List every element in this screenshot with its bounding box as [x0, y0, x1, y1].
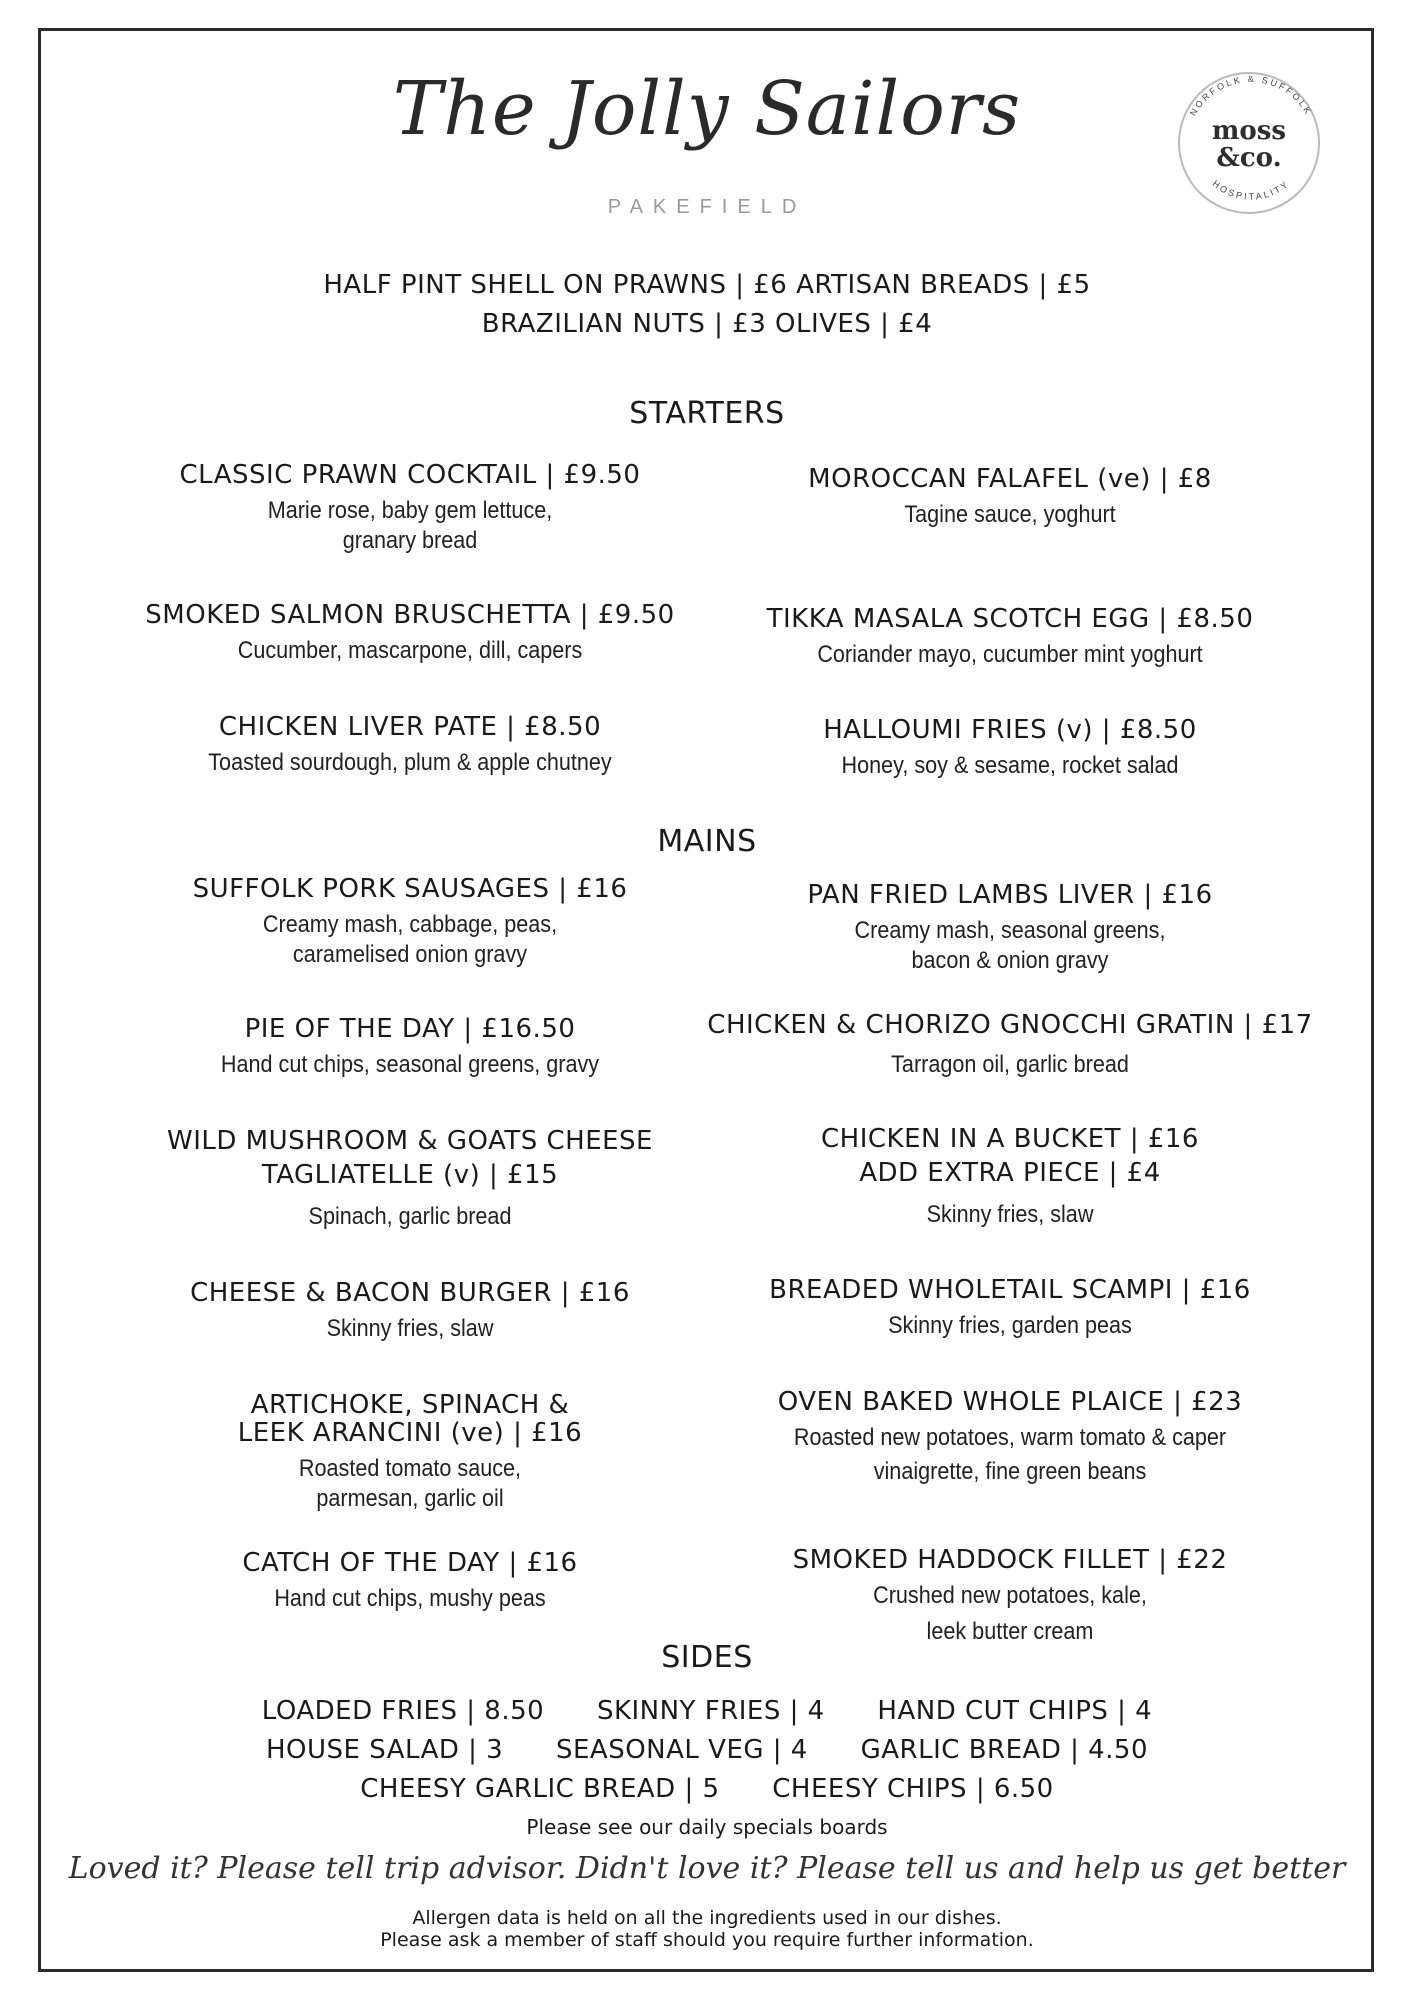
item-desc-line: Crushed new potatoes, kale,: [873, 1582, 1147, 1609]
allergen-line: Please ask a member of staff should you require further information.: [380, 1929, 1034, 1951]
item-desc: [122, 496, 698, 556]
item-desc: Skinny fries, garden peas: [888, 1312, 1132, 1339]
specials-note: Please see our daily specials boards: [526, 1815, 888, 1839]
badge-name-line2: &co.: [1216, 143, 1282, 173]
side-item: GARLIC BREAD | 4.50: [860, 1735, 1149, 1765]
item-name: CHEESE & BACON BURGER | £16: [190, 1278, 630, 1308]
main-item: [90, 1124, 730, 1232]
item-desc: Honey, soy & sesame, rocket salad: [841, 752, 1179, 779]
item-desc: Skinny fries, slaw: [926, 1201, 1094, 1228]
item-desc-line: caramelised onion gravy: [292, 941, 528, 968]
side-item: HAND CUT CHIPS | 4: [877, 1696, 1153, 1726]
nibbles-line-1: HALF PINT SHELL ON PRAWNS | £6 ARTISAN BREADS | £5: [323, 270, 1091, 300]
item-name: CATCH OF THE DAY | £16: [242, 1548, 578, 1578]
badge-arc-bottom: HOSPITALITY: [1210, 178, 1292, 202]
restaurant-logo: The Jolly Sailors: [392, 66, 1022, 152]
item-name: SUFFOLK PORK SAUSAGES | £16: [192, 874, 628, 904]
main-item: [90, 1012, 730, 1080]
main-item: [90, 872, 730, 970]
item-name: HALLOUMI FRIES (v) | £8.50: [823, 715, 1197, 745]
item-name: CHICKEN LIVER PATE | £8.50: [218, 712, 602, 742]
badge-name: [1180, 118, 1318, 172]
item-desc: [122, 910, 698, 970]
item-desc-line: Creamy mash, seasonal greens,: [854, 917, 1166, 944]
moss-co-badge: [1178, 72, 1320, 214]
main-item: [690, 878, 1330, 976]
allergen-line: Allergen data is held on all the ingredients used in our dishes.: [412, 1907, 1002, 1929]
item-name: MOROCCAN FALAFEL (ve) | £8: [808, 464, 1212, 494]
starter-item: [690, 462, 1330, 530]
item-desc: Tagine sauce, yoghurt: [904, 501, 1116, 528]
side-item: SEASONAL VEG | 4: [555, 1735, 808, 1765]
item-desc-line: Roasted new potatoes, warm tomato & caper: [793, 1424, 1227, 1451]
item-desc: Hand cut chips, seasonal greens, gravy: [220, 1051, 600, 1078]
sides-heading: SIDES: [661, 1640, 753, 1675]
item-desc: Toasted sourdough, plum & apple chutney: [208, 749, 612, 776]
starter-item: [90, 710, 730, 778]
main-item: [690, 1273, 1330, 1341]
starter-item: [90, 458, 730, 556]
item-desc-line: granary bread: [342, 527, 478, 554]
mains-heading: MAINS: [657, 824, 757, 859]
item-desc-line: Creamy mash, cabbage, peas,: [262, 911, 558, 938]
side-item: CHEESY CHIPS | 6.50: [772, 1774, 1054, 1804]
main-item: [90, 1276, 730, 1344]
main-item: [90, 1388, 730, 1514]
starter-item: [90, 598, 730, 666]
item-name: ADD EXTRA PIECE | £4: [859, 1158, 1161, 1188]
item-name: CLASSIC PRAWN COCKTAIL | £9.50: [179, 460, 641, 490]
sides-row: [0, 1731, 1414, 1770]
item-desc: Cucumber, mascarpone, dill, capers: [237, 637, 583, 664]
item-desc-line: Roasted tomato sauce,: [298, 1455, 522, 1482]
item-name: WILD MUSHROOM & GOATS CHEESE: [167, 1126, 653, 1156]
badge-name-line1: moss: [1211, 116, 1287, 146]
item-desc: Hand cut chips, mushy peas: [274, 1585, 546, 1612]
main-item: [690, 1122, 1330, 1230]
sides-row: [0, 1692, 1414, 1731]
allergen-note: [0, 1907, 1414, 1951]
main-item: [90, 1546, 730, 1614]
item-desc: [722, 916, 1298, 976]
starter-item: [690, 713, 1330, 781]
item-name: OVEN BAKED WHOLE PLAICE | £23: [777, 1387, 1243, 1417]
item-name: CHICKEN IN A BUCKET | £16: [821, 1124, 1199, 1154]
item-desc: Tarragon oil, garlic bread: [891, 1051, 1129, 1078]
item-desc-line: Marie rose, baby gem lettuce,: [267, 497, 553, 524]
item-desc: [122, 1454, 698, 1514]
svg-text:HOSPITALITY: [1211, 178, 1292, 201]
side-item: CHEESY GARLIC BREAD | 5: [360, 1774, 720, 1804]
nibbles-line-2: BRAZILIAN NUTS | £3 OLIVES | £4: [481, 309, 933, 339]
item-desc-line: parmesan, garlic oil: [316, 1485, 504, 1512]
badge-arc-top: NORFOLK & SUFFOLK: [1187, 73, 1315, 118]
side-item: LOADED FRIES | 8.50: [261, 1696, 545, 1726]
item-name: TIKKA MASALA SCOTCH EGG | £8.50: [766, 604, 1254, 634]
starter-item: [690, 602, 1330, 670]
sides-row: [0, 1770, 1414, 1809]
item-desc-line: vinaigrette, fine green beans: [873, 1458, 1147, 1485]
item-name: PAN FRIED LAMBS LIVER | £16: [807, 880, 1213, 910]
main-item: [690, 1385, 1330, 1487]
item-name: PIE OF THE DAY | £16.50: [244, 1014, 576, 1044]
item-desc: Spinach, garlic bread: [308, 1203, 512, 1230]
item-desc-line: leek butter cream: [926, 1618, 1094, 1645]
main-item: [690, 1008, 1330, 1080]
side-item: SKINNY FRIES | 4: [596, 1696, 825, 1726]
restaurant-location: PAKEFIELD: [607, 196, 807, 218]
item-name: TAGLIATELLE (v) | £15: [261, 1160, 559, 1190]
item-desc: [722, 1581, 1298, 1647]
item-name: SMOKED SALMON BRUSCHETTA | £9.50: [145, 600, 675, 630]
item-desc-line: bacon & onion gravy: [911, 947, 1109, 974]
item-name: LEEK ARANCINI (ve) | £16: [237, 1418, 583, 1448]
item-desc: [722, 1423, 1298, 1487]
item-name: CHICKEN & CHORIZO GNOCCHI GRATIN | £17: [707, 1010, 1313, 1040]
item-name: SMOKED HADDOCK FILLET | £22: [792, 1545, 1228, 1575]
item-name: ARTICHOKE, SPINACH &: [250, 1390, 570, 1420]
side-item: HOUSE SALAD | 3: [265, 1735, 504, 1765]
sides-list: [0, 1692, 1414, 1809]
svg-text:NORFOLK & SUFFOLK: [1188, 74, 1314, 118]
item-desc: Coriander mayo, cucumber mint yoghurt: [817, 641, 1203, 668]
item-name: BREADED WHOLETAIL SCAMPI | £16: [769, 1275, 1251, 1305]
item-desc: Skinny fries, slaw: [326, 1315, 494, 1342]
feedback-note: Loved it? Please tell trip advisor. Didn't love it? Please tell us and help us get better: [68, 1851, 1346, 1886]
main-item: [690, 1543, 1330, 1647]
starters-heading: STARTERS: [629, 396, 785, 431]
